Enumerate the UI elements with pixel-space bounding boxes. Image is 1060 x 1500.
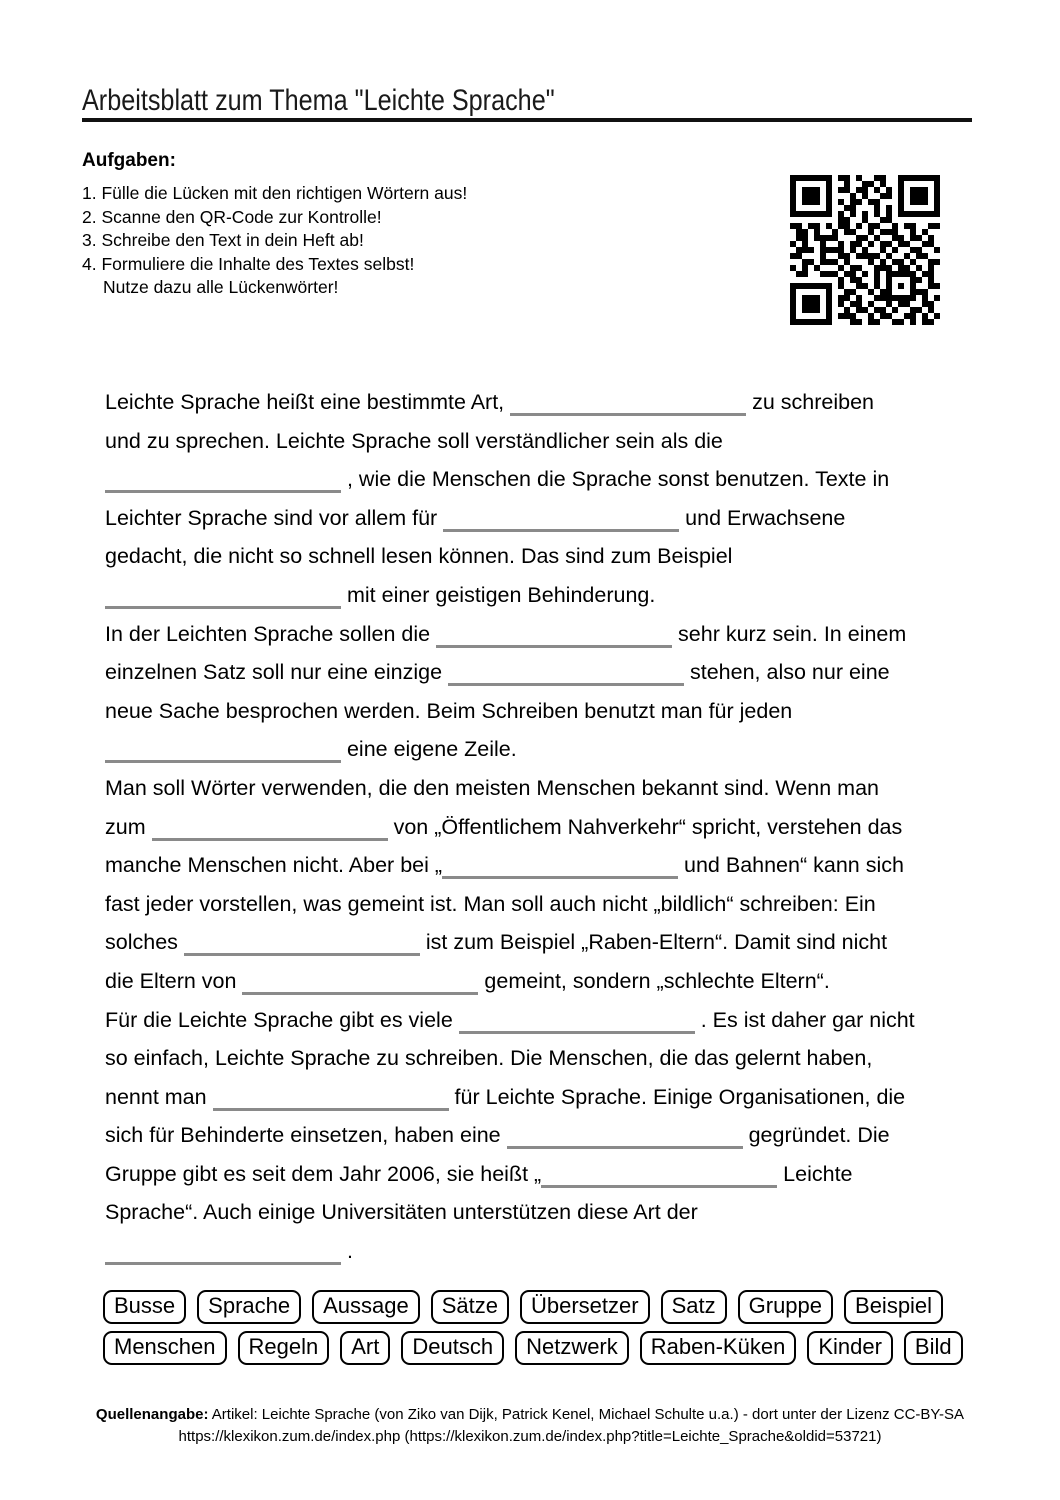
text-line [105, 422, 965, 461]
text-segment: eine eigene Zeile. [341, 737, 517, 762]
qr-code [790, 175, 940, 325]
text-line [105, 383, 965, 422]
task-item: 2. Scanne den QR-Code zur Kontrolle! [82, 206, 382, 227]
word-chip: Deutsch [401, 1331, 504, 1365]
text-line [105, 499, 965, 538]
text-segment: sich für Behinderte einsetzen, haben eine [105, 1123, 507, 1148]
text-segment: für Leichte Sprache. Einige Organisationen, die [448, 1084, 906, 1109]
text-line [105, 460, 965, 499]
text-segment: nennt man [105, 1084, 213, 1109]
footer-source-line [0, 1404, 1060, 1426]
text-line [105, 846, 965, 885]
fill-in-blank [510, 393, 746, 416]
text-segment: fast jeder vorstellen, was gemeint ist. Man soll auch nicht „bildlich“ schreiben: Ein [105, 891, 876, 916]
fill-in-blank [184, 933, 420, 956]
text-segment: gegründet. Die [742, 1123, 890, 1148]
word-chip: Sätze [431, 1290, 509, 1324]
text-segment: Gruppe gibt es seit dem Jahr 2006, sie heißt „ [105, 1161, 542, 1186]
text-segment: gedacht, die nicht so schnell lesen können. Das sind zum Beispiel [105, 544, 733, 569]
fill-in-blank [436, 625, 672, 648]
word-bank-row [103, 1331, 1003, 1365]
task-item: 3. Schreibe den Text in dein Heft ab! [82, 230, 364, 250]
word-chip: Aussage [312, 1290, 420, 1324]
word-chip: Beispiel [844, 1290, 943, 1324]
word-chip: Bild [904, 1331, 963, 1365]
text-line [105, 615, 965, 654]
word-chip: Art [340, 1331, 390, 1365]
fill-in-blank [442, 856, 678, 879]
text-line [105, 1193, 965, 1232]
text-segment: Für die Leichte Sprache gibt es viele [105, 1007, 459, 1032]
fill-in-blank [105, 1242, 341, 1265]
text-segment: manche Menschen nicht. Aber bei „ [105, 853, 443, 878]
worksheet-text [105, 383, 965, 1271]
text-segment: Leichte [777, 1161, 853, 1186]
text-line [105, 769, 965, 808]
fill-in-blank [507, 1126, 743, 1149]
text-line [105, 923, 965, 962]
text-segment: solches [105, 930, 184, 955]
text-segment: mit einer geistigen Behinderung. [341, 582, 656, 607]
text-segment: . Es ist daher gar nicht [694, 1007, 915, 1032]
text-line [105, 576, 965, 615]
text-line [105, 730, 965, 769]
footer-url-line: https://klexikon.zum.de/index.php (https://klexikon.zum.de/index.php?title=Leichte_Sprache&oldid=53721) [178, 1428, 882, 1445]
text-segment: und Bahnen“ kann sich [678, 853, 904, 878]
text-segment: gemeint, sondern „schlechte Eltern“. [478, 968, 830, 993]
fill-in-blank [242, 972, 478, 995]
word-chip: Regeln [238, 1331, 330, 1365]
fill-in-blank [448, 663, 684, 686]
task-list [82, 182, 467, 300]
word-chip: Übersetzer [520, 1290, 650, 1324]
text-segment: Man soll Wörter verwenden, die den meisten Menschen bekannt sind. Wenn man [105, 775, 880, 800]
text-segment: von „Öffentlichem Nahverkehr“ spricht, verstehen das [387, 814, 903, 839]
text-segment: zum [105, 814, 152, 839]
text-segment: sehr kurz sein. In einem [672, 621, 907, 646]
word-bank [103, 1290, 1003, 1372]
text-line [105, 1232, 965, 1271]
text-segment: Sprache“. Auch einige Universitäten unterstützen diese Art der [105, 1200, 698, 1225]
task-item: 4. Formuliere die Inhalte des Textes selbst! [82, 253, 415, 274]
text-line [105, 692, 965, 731]
text-segment: . [341, 1239, 353, 1264]
text-line [105, 1001, 965, 1040]
text-line [105, 537, 965, 576]
fill-in-blank [459, 1011, 695, 1034]
text-line [105, 885, 965, 924]
tasks-heading: Aufgaben: [82, 150, 176, 171]
text-segment: zu schreiben [746, 390, 875, 414]
word-chip: Netzwerk [515, 1331, 629, 1365]
word-chip: Gruppe [738, 1290, 833, 1324]
task-item: Nutze dazu alle Lückenwörter! [103, 277, 339, 297]
task-item: 1. Fülle die Lücken mit den richtigen Wörtern aus! [82, 183, 468, 203]
text-line [105, 962, 965, 1001]
fill-in-blank [152, 818, 388, 841]
word-chip: Kinder [807, 1331, 893, 1365]
fill-in-blank [105, 470, 341, 493]
word-chip: Sprache [197, 1290, 301, 1324]
text-segment: In der Leichten Sprache sollen die [105, 621, 437, 646]
text-segment: Leichter Sprache sind vor allem für [105, 505, 444, 530]
text-line [105, 1078, 965, 1117]
word-chip: Raben-Küken [640, 1331, 797, 1365]
text-segment: Leichte Sprache heißt eine bestimmte Art, [105, 390, 511, 414]
fill-in-blank [443, 509, 679, 532]
title-underline [82, 118, 972, 122]
text-line [105, 1116, 965, 1155]
text-line [105, 1155, 965, 1194]
text-segment: ist zum Beispiel „Raben-Eltern“. Damit sind nicht [419, 930, 888, 955]
text-segment: stehen, also nur eine [684, 660, 890, 685]
tasks-section [82, 150, 467, 300]
text-line [105, 808, 965, 847]
qr-code-container [790, 175, 940, 325]
word-bank-row [103, 1290, 1003, 1324]
text-segment: einzelnen Satz soll nur eine einzige [105, 660, 449, 685]
word-chip: Satz [661, 1290, 727, 1324]
fill-in-blank [213, 1088, 449, 1111]
word-chip: Menschen [103, 1331, 227, 1365]
text-line [105, 1039, 965, 1078]
text-segment: so einfach, Leichte Sprache zu schreiben. Die Menschen, die das gelernt haben, [105, 1046, 873, 1071]
text-segment: die Eltern von [105, 968, 243, 993]
text-segment: und Erwachsene [679, 505, 846, 530]
text-segment: neue Sache besprochen werden. Beim Schreiben benutzt man für jeden [105, 698, 793, 723]
fill-in-blank [105, 586, 341, 609]
word-chip: Busse [103, 1290, 186, 1324]
footer-attribution [0, 1404, 1060, 1448]
footer-source-text: Artikel: Leichte Sprache (von Ziko van Dijk, Patrick Kenel, Michael Schulte u.a.) - dort unter der Lizenz CC-BY-SA [208, 1406, 965, 1423]
page-title: Arbeitsblatt zum Thema "Leichte Sprache" [82, 84, 555, 117]
fill-in-blank [541, 1165, 777, 1188]
footer-source-label: Quellenangabe: [95, 1406, 209, 1423]
text-segment: , wie die Menschen die Sprache sonst benutzen. Texte in [341, 467, 890, 492]
text-segment: und zu sprechen. Leichte Sprache soll verständlicher sein als die [105, 428, 723, 453]
text-line [105, 653, 965, 692]
fill-in-blank [105, 740, 341, 763]
